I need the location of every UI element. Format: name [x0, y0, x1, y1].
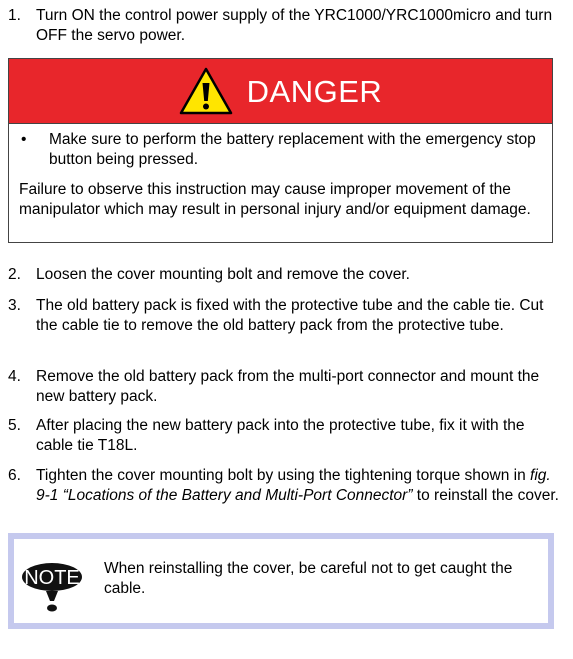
step-number: 1.	[8, 7, 21, 24]
step-2	[8, 265, 560, 285]
step-text-before: Tighten the cover mounting bolt by using the tightening torque shown in	[36, 467, 531, 484]
danger-bullet	[19, 130, 542, 170]
danger-body	[9, 124, 552, 220]
step-number: 3.	[8, 297, 21, 314]
step-text: Turn ON the control power supply of the YRC1000/YRC1000micro and turn OFF the servo power.	[36, 7, 553, 44]
step-text: The old battery pack is fixed with the protective tube and the cable tie. Cut the cable tie to remove the old battery pack from the protective tube.	[36, 297, 544, 334]
step-text: Remove the old battery pack from the multi-port connector and mount the new battery pack.	[36, 368, 540, 405]
danger-bullet-text: Make sure to perform the battery replacement with the emergency stop button being pressed.	[49, 131, 536, 168]
note-icon	[20, 555, 84, 615]
step-number: 6.	[8, 467, 21, 484]
figure-reference-link[interactable]: fig. 9-1 “Locations of the Battery and Multi-Port Connector”	[36, 467, 551, 504]
step-number: 4.	[8, 368, 21, 385]
step-text	[36, 466, 560, 506]
step-5	[8, 416, 560, 456]
danger-paragraph: Failure to observe this instruction may cause improper movement of the manipulator which may result in personal injury and/or equipment damage.	[19, 181, 531, 218]
bullet-mark: •	[21, 131, 27, 148]
note-label: NOTE	[24, 567, 80, 589]
danger-box	[8, 58, 553, 243]
step-6	[8, 466, 560, 506]
step-text-after: to reinstall the cover.	[412, 487, 559, 504]
step-4	[8, 367, 560, 407]
step-text: After placing the new battery pack into the protective tube, fix it with the cable tie T18L.	[36, 417, 525, 454]
note-text: When reinstalling the cover, be careful not to get caught the cable.	[104, 560, 513, 597]
warning-triangle-icon	[179, 67, 233, 115]
step-1	[8, 6, 560, 46]
danger-title: DANGER	[246, 74, 383, 109]
step-number: 2.	[8, 266, 21, 283]
danger-header	[9, 59, 552, 124]
step-text: Loosen the cover mounting bolt and remove the cover.	[36, 266, 410, 283]
step-3	[8, 296, 560, 336]
step-number: 5.	[8, 417, 21, 434]
note-box	[8, 533, 554, 629]
